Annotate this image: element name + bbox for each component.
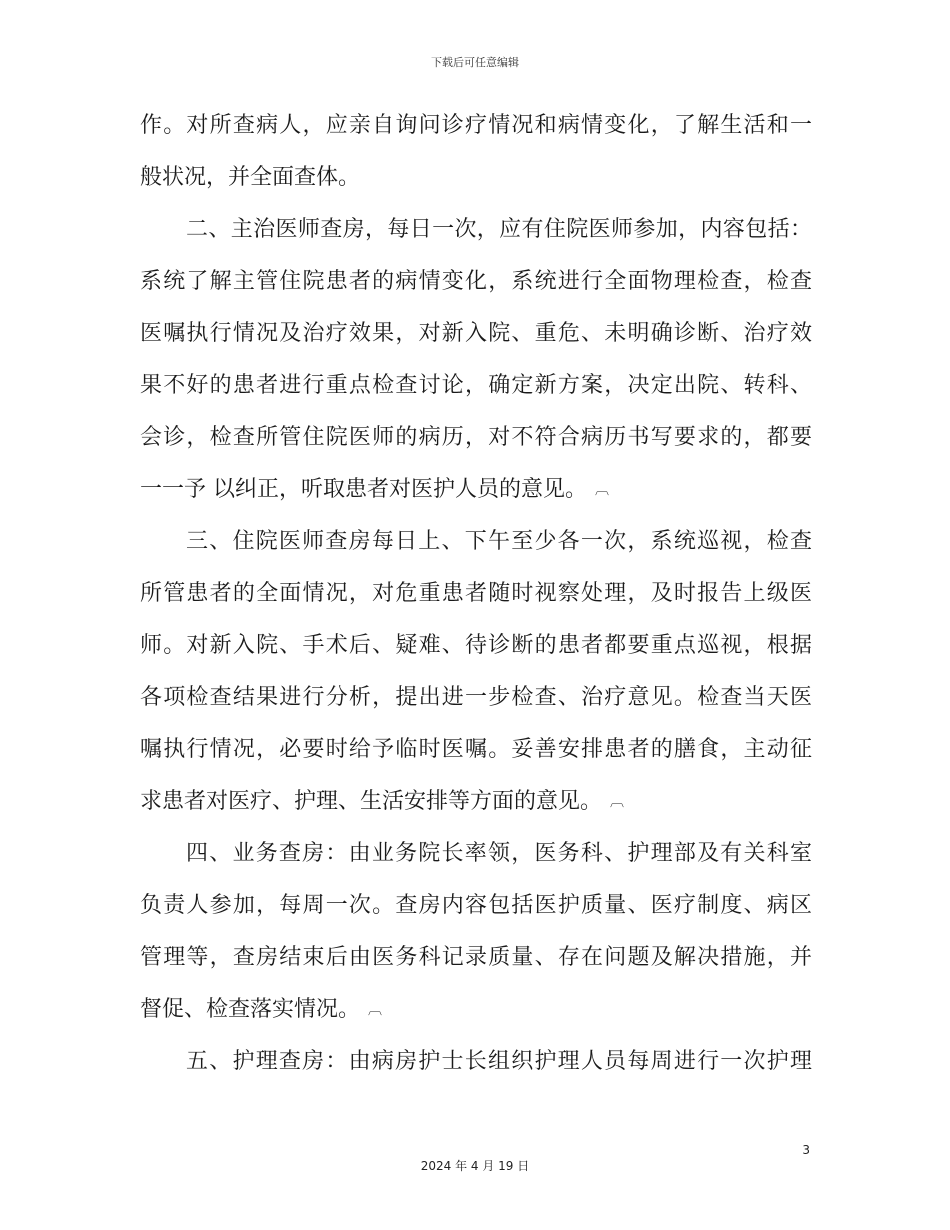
paragraph-start-line: 四、业务查房：由业务院长率领，医务科、护理部及有关科室 <box>186 841 812 866</box>
text-line: 会诊，检查所管住院医师的病历，对不符合病历书写要求的，都要 <box>140 425 812 450</box>
line-text: 督促、检查落实情况。 <box>140 997 361 1022</box>
paragraph-start-line: 二、主治医师查房，每日一次，应有住院医师参加，内容包括： <box>186 217 812 242</box>
document-body <box>140 100 812 1088</box>
text-line: 负责人参加，每周一次。查房内容包括医护质量、医疗制度、病区 <box>140 893 812 918</box>
paragraph-start-line: 五、护理查房：由病房护士长组织护理人员每周进行一次护理 <box>186 1049 812 1074</box>
text-line: 医嘱执行情况及治疗效果，对新入院、重危、未明确诊断、治疗效 <box>140 321 812 346</box>
page-footer-date: 2024 年 4 月 19 日 <box>420 1159 530 1173</box>
paragraph-start-line: 三、住院医师查房每日上、下午至少各一次，系统巡视，检查 <box>186 529 812 554</box>
text-line: 所管患者的全面情况，对危重患者随时视察处理，及时报告上级医 <box>140 581 812 606</box>
text-line: 般状况，并全面查体。 <box>140 165 361 190</box>
text-line: 师。对新入院、手术后、疑难、待诊断的患者都要重点巡视，根据 <box>140 633 812 658</box>
page-number: 3 <box>802 1143 810 1157</box>
text-line: 管理等，查房结束后由医务科记录质量、存在问题及解决措施，并 <box>140 945 812 970</box>
text-line: 系统了解主管住院患者的病情变化，系统进行全面物理检查，检查 <box>140 269 812 294</box>
paragraph-mark-icon: ︹ <box>610 794 625 810</box>
paragraph-mark-icon: ︹ <box>595 482 609 498</box>
page-header: 下载后可任意编辑 <box>431 56 519 69</box>
text-line: 各项检查结果进行分析，提出进一步检查、治疗意见。检查当天医 <box>140 685 812 710</box>
line-text: 求患者对医疗、护理、生活安排等方面的意见。 <box>140 789 603 814</box>
text-line: 作。对所查病人，应亲自询问诊疗情况和病情变化，了解生活和一 <box>140 113 812 138</box>
text-line <box>140 984 812 1036</box>
text-line: 果不好的患者进行重点检查讨论，确定新方案，决定出院、转科、 <box>140 373 812 398</box>
paragraph-mark-icon: ︹ <box>368 1002 383 1018</box>
text-line <box>140 776 812 828</box>
text-line: 嘱执行情况，必要时给予临时医嘱。妥善安排患者的膳食，主动征 <box>140 737 812 762</box>
text-line <box>140 464 812 516</box>
line-text: 一一予 以纠正，听取患者对医护人员的意见。 <box>140 477 587 502</box>
